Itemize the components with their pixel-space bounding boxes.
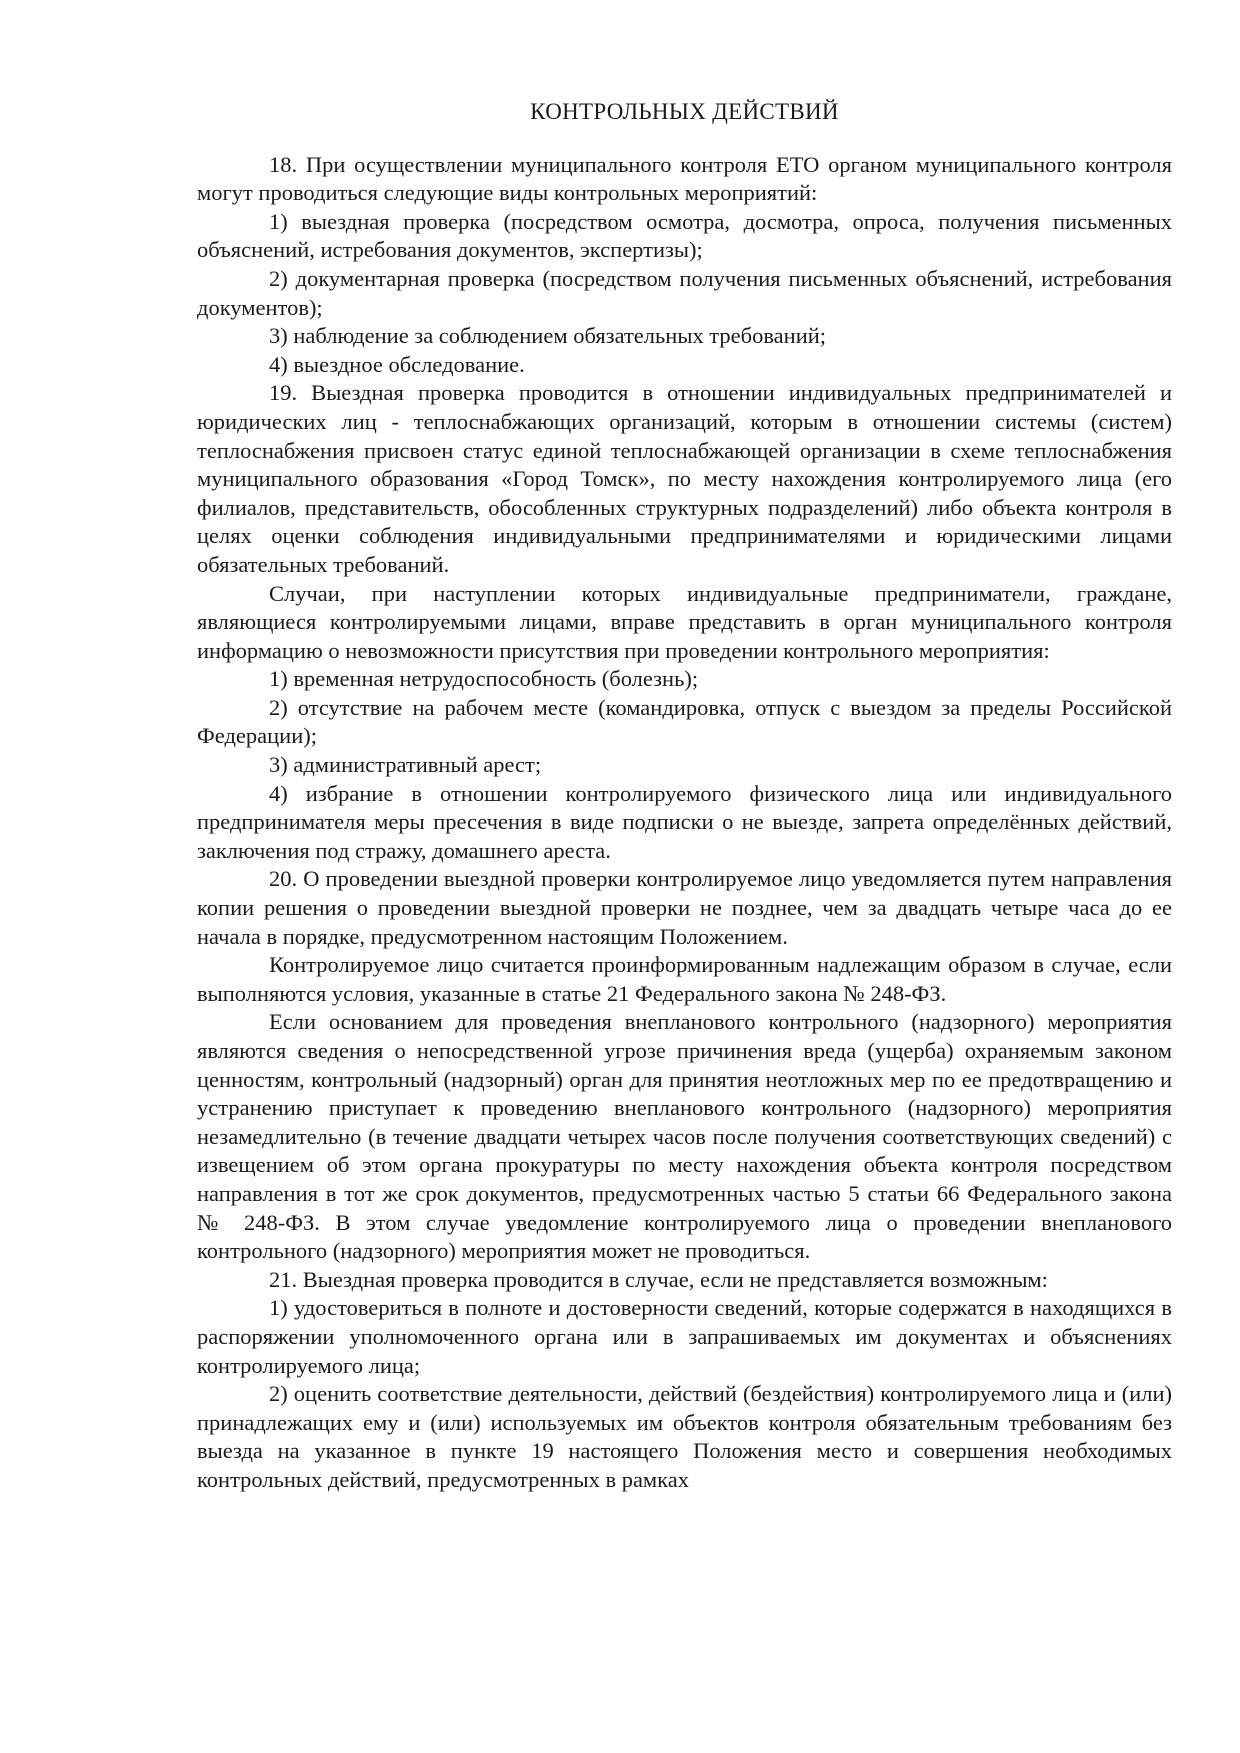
list-item-arrest: 3) административный арест;	[269, 752, 542, 778]
paragraph-18: 18. При осуществлении муниципального контроля ЕТО органом муниципального контроля могут проводиться следующие виды контрольных мероприятий:	[197, 151, 1172, 206]
section-heading: КОНТРОЛЬНЫХ ДЕЙСТВИЙ	[530, 99, 839, 124]
paragraph-unscheduled: Если основанием для проведения внепланового контрольного (надзорного) мероприятия являются сведения о непосредственной угрозе причинения вреда (ущерба) охраняемым законом ценностям, контрольный (надзорный) орган для принятия неотложных мер по ее предотвращению и устранению приступает к проведению внепланового контрольного (надзорного) мероприятия незамедлительно (в течение двадцати четырех часов после получения соответствующих сведений) с извещением об этом органа прокуратуры по месту нахождения объекта контроля посредством направления в тот же срок документов, предусмотренных частью 5 статьи 66 Федерального закона № 248-ФЗ. В этом случае уведомление контролируемого лица о проведении внепланового контрольного (надзорного) мероприятия может не проводиться.	[197, 1009, 1172, 1264]
paragraph-absence-cases: Случаи, при наступлении которых индивидуальные предприниматели, граждане, являющиеся контролируемыми лицами, вправе представить в орган муниципального контроля информацию о невозможности присутствия при проведении контрольного мероприятия:	[197, 580, 1172, 663]
list-item-assess: 2) оценить соответствие деятельности, действий (бездействия) контролируемого лица и (или) принадлежащих ему и (или) используемых им объектов контроля обязательным требованиям без выезда на указанное в пункте 19 настоящего Положения место и совершения необходимых контрольных действий, предусмотренных в рамках	[197, 1381, 1172, 1492]
list-item-field-inspection: 1) выездная проверка (посредством осмотра, досмотра, опроса, получения письменных объяснений, истребования документов, экспертизы);	[197, 208, 1172, 263]
paragraph-informed: Контролируемое лицо считается проинформированным надлежащим образом в случае, если выполняются условия, указанные в статье 21 Федерального закона № 248-ФЗ.	[197, 952, 1172, 1006]
list-item-restraint: 4) избрание в отношении контролируемого физического лица или индивидуального предпринимателя меры пресечения в виде подписки о не выезде, запрета определённых действий, заключения под стражу, домашнего ареста.	[197, 780, 1172, 863]
list-item-absence: 2) отсутствие на рабочем месте (командировка, отпуск с выездом за пределы Российской Федерации);	[197, 694, 1172, 749]
document-page	[197, 98, 1172, 1495]
list-item-observation: 3) наблюдение за соблюдением обязательных требований;	[269, 323, 827, 349]
list-item-disability: 1) временная нетрудоспособность (болезнь);	[269, 666, 699, 692]
list-item-field-survey: 4) выездное обследование.	[269, 351, 525, 377]
list-item-documentary-inspection: 2) документарная проверка (посредством получения письменных объяснений, истребования документов);	[197, 265, 1172, 320]
paragraph-19: 19. Выездная проверка проводится в отношении индивидуальных предпринимателей и юридических лиц - теплоснабжающих организаций, которым в отношении системы (систем) теплоснабжения присвоен статус единой теплоснабжающей организации в схеме теплоснабжения муниципального образования «Город Томск», по месту нахождения контролируемого лица (его филиалов, представительств, обособленных структурных подразделений) либо объекта контроля в целях оценки соблюдения индивидуальными предпринимателями и юридическими лицами обязательных требований.	[197, 380, 1172, 577]
list-item-verify: 1) удостовериться в полноте и достоверности сведений, которые содержатся в находящихся в распоряжении уполномоченного органа или в запрашиваемых им документах и объяснениях контролируемого лица;	[197, 1295, 1172, 1378]
paragraph-21: 21. Выездная проверка проводится в случае, если не представляется возможным:	[269, 1266, 1048, 1292]
paragraph-20: 20. О проведении выездной проверки контролируемое лицо уведомляется путем направления копии решения о проведении выездной проверки не позднее, чем за двадцать четыре часа до ее начала в порядке, предусмотренном настоящим Положением.	[197, 866, 1172, 949]
